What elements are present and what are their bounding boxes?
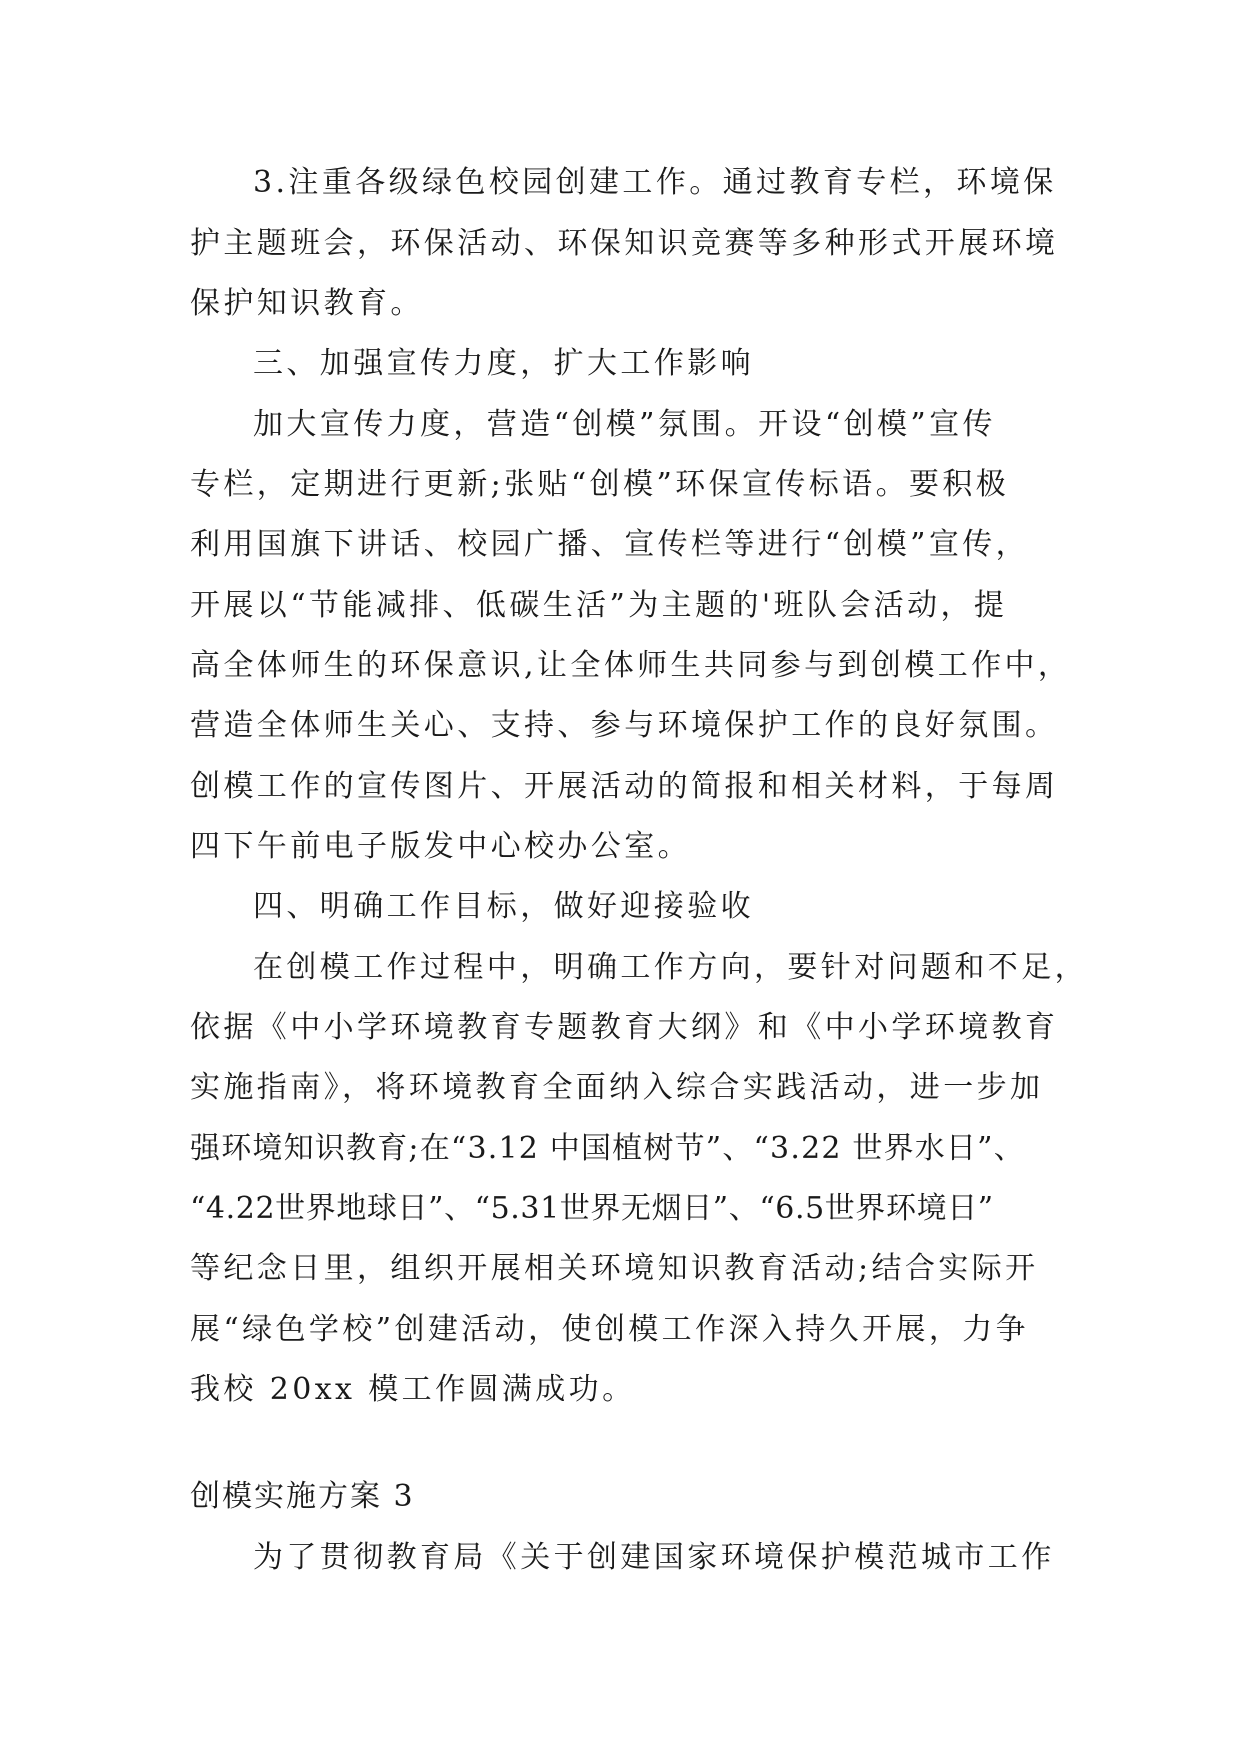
paragraph-line: 在创模工作过程中，明确工作方向，要针对问题和不足， xyxy=(253,950,1088,985)
paragraph-line: 为了贯彻教育局《关于创建国家环境保护模范城市工作 xyxy=(253,1540,1055,1575)
paragraph-line: 保护知识教育。 xyxy=(190,286,424,321)
paragraph-line: 营造全体师生关心、支持、参与环境保护工作的良好氛围。 xyxy=(190,708,1059,743)
paragraph-line: 我校 20xx 模工作圆满成功。 xyxy=(190,1372,636,1407)
paragraph-line: 利用国旗下讲话、校园广播、宣传栏等进行“创模”宣传， xyxy=(190,527,1030,562)
section-heading: 四、明确工作目标，做好迎接验收 xyxy=(253,889,754,924)
section-heading: 三、加强宣传力度，扩大工作影响 xyxy=(253,346,754,381)
paragraph-line: 创模工作的宣传图片、开展活动的简报和相关材料，于每周 xyxy=(190,769,1059,804)
paragraph-line: “4.22世界地球日”、“5.31世界无烟日”、“6.5世界环境日” xyxy=(190,1191,994,1226)
paragraph-line: 等纪念日里，组织开展相关环境知识教育活动;结合实际开 xyxy=(190,1251,1039,1286)
paragraph-line: 展“绿色学校”创建活动，使创模工作深入持久开展，力争 xyxy=(190,1312,1030,1347)
section-title: 创模实施方案 3 xyxy=(190,1479,415,1514)
paragraph-line: 加大宣传力度，营造“创模”氛围。开设“创模”宣传 xyxy=(253,407,996,442)
paragraph-line: 护主题班会，环保活动、环保知识竞赛等多种形式开展环境 xyxy=(190,226,1059,261)
paragraph-line: 开展以“节能减排、低碳生活”为主题的'班队会活动，提 xyxy=(190,588,1008,623)
paragraph-line: 3.注重各级绿色校园创建工作。通过教育专栏，环境保 xyxy=(253,165,1057,200)
paragraph-line: 实施指南》，将环境教育全面纳入综合实践活动，进一步加 xyxy=(190,1070,1044,1105)
paragraph-line: 四下午前电子版发中心校办公室。 xyxy=(190,829,691,864)
paragraph-line: 强环境知识教育;在“3.12 中国植树节”、“3.22 世界水日”、 xyxy=(190,1131,1025,1166)
paragraph-line: 依据《中小学环境教育专题教育大纲》和《中小学环境教育 xyxy=(190,1010,1059,1045)
paragraph-line: 高全体师生的环保意识,让全体师生共同参与到创模工作中， xyxy=(190,648,1072,683)
paragraph-line: 专栏，定期进行更新;张贴“创模”环保宣传标语。要积极 xyxy=(190,467,1010,502)
